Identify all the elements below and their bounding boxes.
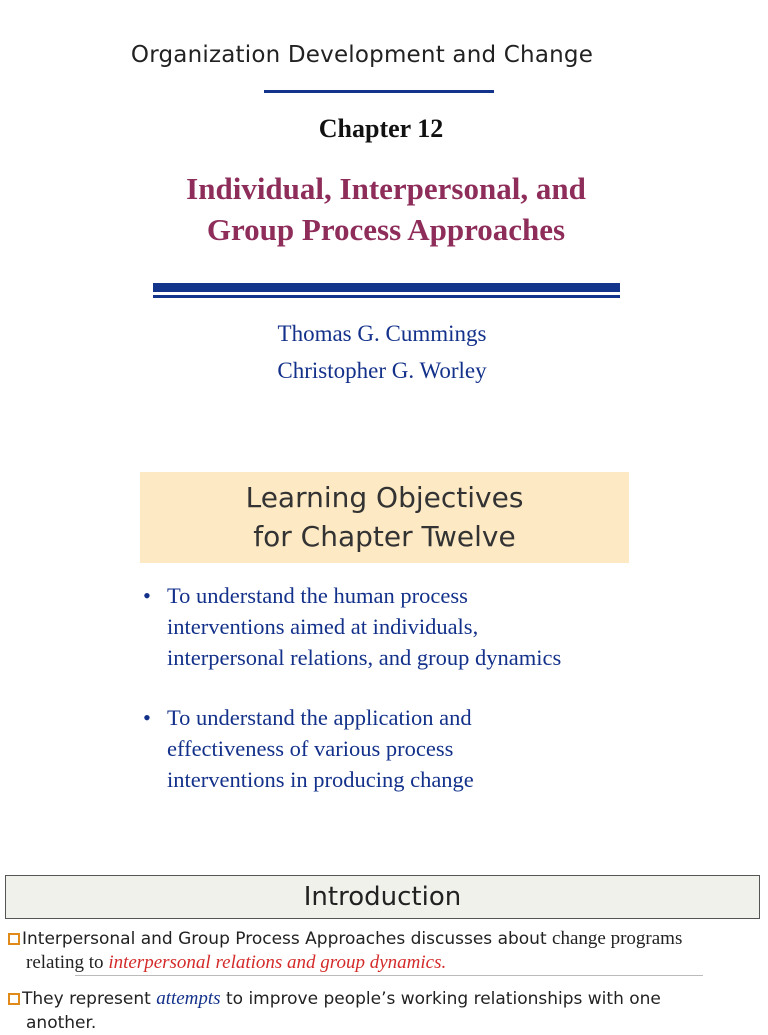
author-1: Thomas G. Cummings	[277, 321, 487, 346]
bullet-icon: •	[143, 705, 151, 730]
objective-item	[140, 702, 640, 795]
introduction-heading: Introduction	[5, 875, 760, 919]
objectives-list	[140, 580, 640, 824]
intro-p2-text-c: another.	[26, 1013, 97, 1033]
course-title: Organization Development and Change	[130, 42, 594, 68]
divider-thin	[153, 295, 620, 298]
author-2: Christopher G. Worley	[277, 358, 487, 383]
chapter-title-line-1: Individual, Interpersonal, and	[186, 171, 586, 206]
objective-item	[140, 580, 640, 673]
intro-p1-text-a: Interpersonal and Group Process Approaches discusses about	[22, 929, 553, 949]
divider-thick	[153, 283, 620, 292]
intro-p2-text-b: to improve people’s working relationships with one	[220, 989, 661, 1009]
objective-line: interpersonal relations, and group dynamics	[167, 645, 562, 670]
objectives-heading-line-1: Learning Objectives	[245, 481, 524, 514]
intro-p1-text-b: change programs	[552, 928, 683, 949]
authors	[0, 315, 764, 389]
bullet-icon: •	[143, 583, 151, 608]
checkbox-icon	[8, 933, 20, 945]
intro-paragraph-2	[6, 987, 762, 1035]
objective-line: interventions in producing change	[167, 767, 474, 792]
objectives-heading-box	[140, 472, 629, 563]
title-underline	[264, 90, 494, 93]
chapter-title	[0, 168, 768, 250]
objective-line: interventions aimed at individuals,	[167, 614, 479, 639]
intro-p2-emphasis: attempts	[156, 988, 221, 1009]
chapter-title-line-2: Group Process Approaches	[206, 212, 566, 247]
objective-line: To understand the application and	[167, 705, 472, 730]
checkbox-icon	[8, 993, 20, 1005]
intro-paragraph-1	[6, 927, 762, 975]
chapter-label: Chapter 12	[318, 114, 444, 143]
intro-p2-text-a: They represent	[22, 989, 157, 1009]
objective-line: effectiveness of various process	[167, 736, 454, 761]
intro-p1-text-c: relating to	[26, 952, 109, 973]
intro-p1-emphasis: interpersonal relations and group dynamics.	[108, 952, 447, 973]
objective-line: To understand the human process	[167, 583, 468, 608]
objectives-heading-line-2: for Chapter Twelve	[253, 520, 516, 553]
intro-separator	[75, 975, 703, 976]
